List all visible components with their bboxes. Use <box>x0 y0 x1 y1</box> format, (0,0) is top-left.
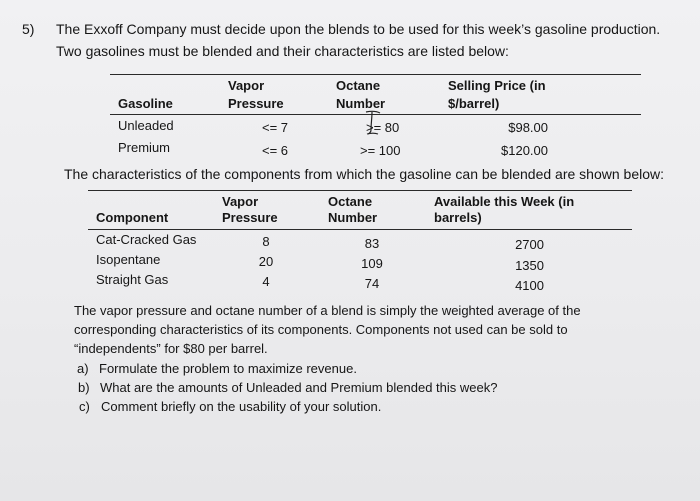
gasoline-row-unleaded-name: Unleaded <box>118 118 174 133</box>
component-table-header-rule <box>88 229 632 230</box>
component-header-octane-1: Octane <box>328 194 373 209</box>
components-intro: The characteristics of the components from which the gasoline can be blended are shown below: <box>64 166 665 182</box>
gasoline-row-premium-vapor: <= 6 <box>262 143 289 158</box>
gasoline-table-top-rule <box>110 74 641 75</box>
paragraph-line-3: “independents” for $80 per barrel. <box>74 341 268 356</box>
component-row-catcracked-octane: 83 <box>364 236 380 251</box>
component-header-avail-2: barrels) <box>434 210 482 225</box>
gasoline-row-unleaded-octane: >= 80 <box>366 120 400 135</box>
component-row-isopentane-vapor: 20 <box>258 254 274 269</box>
component-row-straight-name: Straight Gas <box>96 272 169 287</box>
question-number: 5) <box>22 21 35 37</box>
component-row-isopentane-name: Isopentane <box>96 252 161 267</box>
component-header-vapor-1: Vapor <box>222 194 259 209</box>
handwritten-mark-icon <box>362 110 384 136</box>
part-b-text: What are the amounts of Unleaded and Premium blended this week? <box>100 380 498 395</box>
component-header-avail-1: Available this Week (in <box>434 194 575 209</box>
question-line-2: Two gasolines must be blended and their characteristics are listed below: <box>56 43 509 59</box>
gasoline-row-unleaded-vapor: <= 7 <box>262 120 289 135</box>
part-c-label: c) <box>79 399 90 414</box>
gasoline-header-octane-1: Octane <box>336 78 381 93</box>
part-b-label: b) <box>78 380 90 395</box>
paragraph-line-2: corresponding characteristics of its components. Components not used can be sold to <box>74 322 568 337</box>
gasoline-row-unleaded-price: $98.00 <box>508 120 548 135</box>
gasoline-header-vapor-1: Vapor <box>228 78 265 93</box>
component-row-straight-vapor: 4 <box>262 274 270 289</box>
part-a-text: Formulate the problem to maximize revenue. <box>99 361 357 376</box>
component-row-catcracked-name: Cat-Cracked Gas <box>96 232 197 247</box>
component-header-component: Component <box>96 210 169 225</box>
gasoline-header-gasoline: Gasoline <box>118 96 173 111</box>
part-c-text: Comment briefly on the usability of your solution. <box>101 399 382 414</box>
component-row-straight-available: 4100 <box>515 278 544 293</box>
gasoline-row-premium-octane: >= 100 <box>360 143 401 158</box>
gasoline-header-price-2: $/barrel) <box>448 96 500 111</box>
gasoline-row-premium-price: $120.00 <box>501 143 548 158</box>
gasoline-header-price-1: Selling Price (in <box>448 78 546 93</box>
component-header-vapor-2: Pressure <box>222 210 278 225</box>
question-line-1: The Exxoff Company must decide upon the blends to be used for this week’s gasoline production. <box>56 21 661 37</box>
component-row-isopentane-octane: 109 <box>361 256 383 271</box>
component-row-straight-octane: 74 <box>364 276 380 291</box>
component-table-top-rule <box>88 190 632 191</box>
gasoline-row-premium-name: Premium <box>118 140 171 155</box>
component-row-isopentane-available: 1350 <box>515 258 544 273</box>
gasoline-header-octane-2: Number <box>336 96 386 111</box>
gasoline-header-vapor-2: Pressure <box>228 96 284 111</box>
component-header-octane-2: Number <box>328 210 378 225</box>
component-row-catcracked-available: 2700 <box>515 237 544 252</box>
paragraph-line-1: The vapor pressure and octane number of a blend is simply the weighted average of the <box>74 303 581 318</box>
part-a-label: a) <box>77 361 89 376</box>
component-row-catcracked-vapor: 8 <box>262 234 270 249</box>
